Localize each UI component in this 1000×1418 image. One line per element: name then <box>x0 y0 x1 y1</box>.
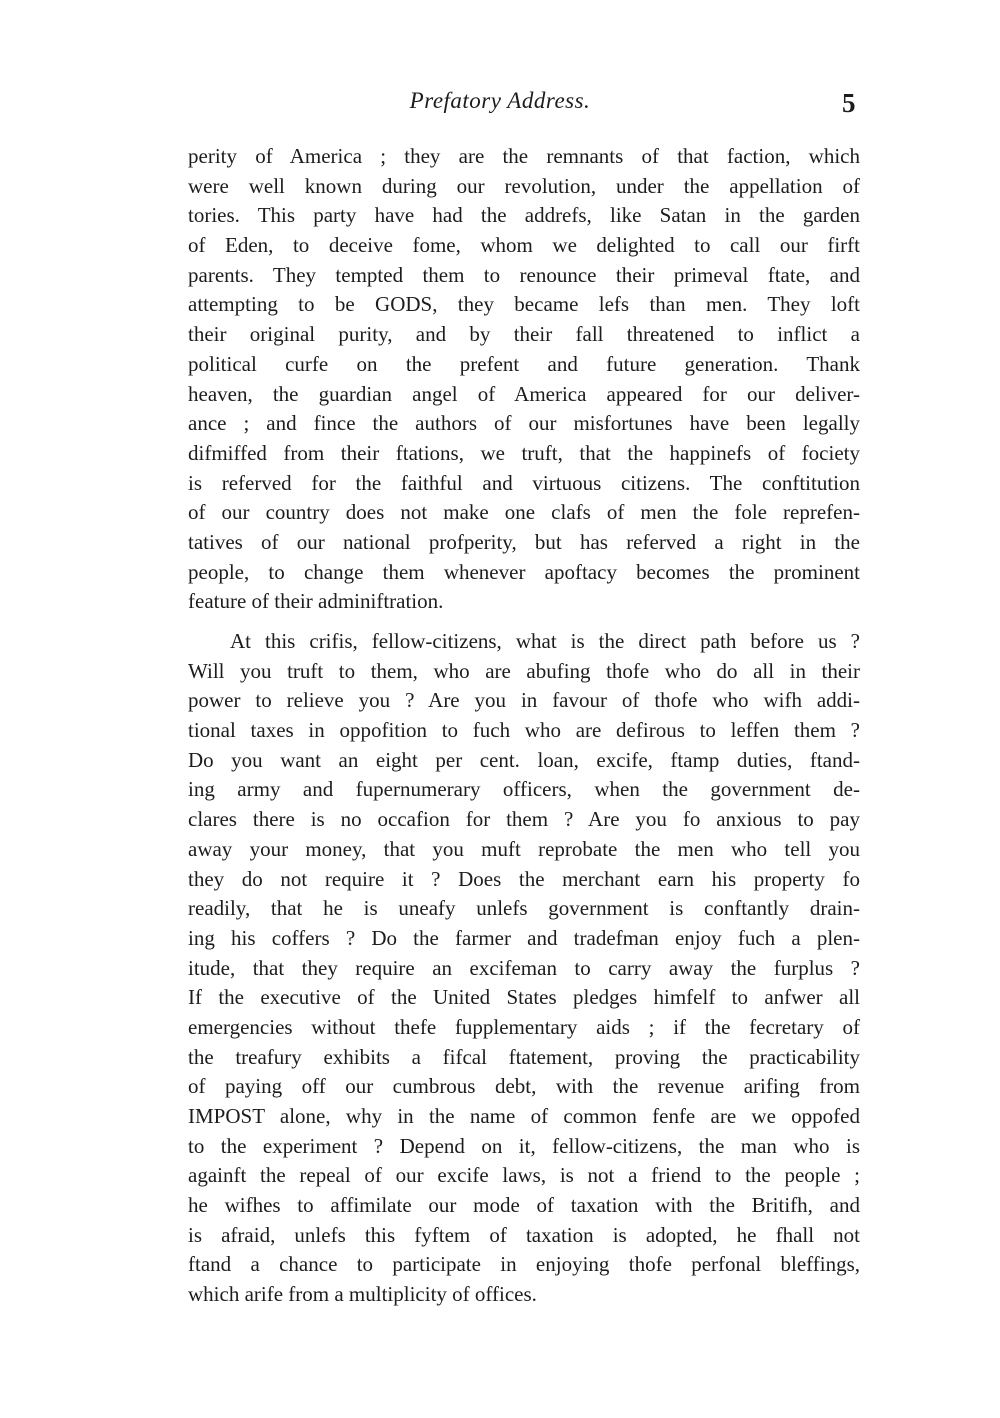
text-line: of our country does not make one clafs of men the fole reprefen- <box>188 500 860 525</box>
text-line: he wifhes to affimilate our mode of taxation with the Britifh, and <box>188 1193 860 1218</box>
running-head <box>0 86 1000 118</box>
paragraph-2 <box>188 627 860 1310</box>
text-line: attempting to be GODS, they became lefs than men. They loft <box>188 292 860 317</box>
text-line: they do not require it ? Does the merchant earn his property fo <box>188 866 860 891</box>
text-line: ftand a chance to participate in enjoying thofe perfonal bleffings, <box>188 1252 860 1277</box>
text-line: people, to change them whenever apoftacy becomes the prominent <box>188 559 860 584</box>
text-line: itude, that they require an excifeman to carry away the furplus ? <box>188 955 860 980</box>
text-line: of paying off our cumbrous debt, with the revenue arifing from <box>188 1074 860 1099</box>
text-line: which arife from a multiplicity of offices. <box>188 1282 537 1307</box>
text-line: ing his coffers ? Do the farmer and tradefman enjoy fuch a plen- <box>188 925 860 950</box>
text-line: of Eden, to deceive fome, whom we delighted to call our firft <box>188 233 860 258</box>
text-line: to the experiment ? Depend on it, fellow-citizens, the man who is <box>188 1133 860 1158</box>
text-line: Will you truft to them, who are abufing thofe who do all in their <box>188 658 860 683</box>
text-line: ance ; and fince the authors of our misfortunes have been legally <box>188 411 860 436</box>
text-line: againft the repeal of our excife laws, is not a friend to the people ; <box>188 1163 860 1188</box>
text-line: tatives of our national profperity, but has referved a right in the <box>188 529 860 554</box>
text-line: political curfe on the prefent and future generation. Thank <box>188 351 860 376</box>
text-line: feature of their adminiftration. <box>188 589 444 614</box>
text-line: clares there is no occafion for them ? Are you fo anxious to pay <box>188 807 860 832</box>
text-line: were well known during our revolution, under the appellation of <box>188 173 860 198</box>
text-line: their original purity, and by their fall threatened to inflict a <box>188 322 860 347</box>
text-line: heaven, the guardian angel of America appeared for our deliver- <box>188 381 860 406</box>
running-head-title: Prefatory Address. <box>409 88 591 113</box>
paragraph-spacer <box>188 617 860 627</box>
text-line: If the executive of the United States pledges himfelf to anfwer all <box>188 985 860 1010</box>
text-line: parents. They tempted them to renounce their primeval ftate, and <box>188 262 860 287</box>
text-line: ing army and fupernumerary officers, when the government de- <box>188 777 860 802</box>
text-line: At this crifis, fellow-citizens, what is the direct path before us ? <box>230 629 860 653</box>
text-line: is referved for the faithful and virtuous citizens. The conftitution <box>188 470 860 495</box>
page-number: 5 <box>842 88 856 118</box>
text-line: perity of America ; they are the remnants of that faction, which <box>188 144 860 168</box>
text-line: tories. This party have had the addrefs, like Satan in the garden <box>188 203 860 228</box>
text-line: emergencies without thefe fupplementary aids ; if the fecretary of <box>188 1014 860 1039</box>
text-line: the treafury exhibits a fifcal ftatement, proving the practicability <box>188 1044 860 1069</box>
text-line: readily, that he is uneafy unlefs government is conftantly drain- <box>188 896 860 921</box>
paragraph-1 <box>188 142 860 617</box>
body-text <box>188 142 860 1310</box>
text-line: tional taxes in oppofition to fuch who are defirous to leffen them ? <box>188 718 860 743</box>
text-line: difmiffed from their ftations, we truft, that the happinefs of fociety <box>188 440 860 465</box>
text-line: away your money, that you muft reprobate the men who tell you <box>188 836 860 861</box>
text-line: is afraid, unlefs this fyftem of taxation is adopted, he fhall not <box>188 1222 860 1247</box>
text-line: IMPOST alone, why in the name of common fenfe are we oppofed <box>188 1104 860 1128</box>
text-line: power to relieve you ? Are you in favour of thofe who wifh addi- <box>188 688 860 713</box>
text-line: Do you want an eight per cent. loan, excife, ftamp duties, ftand- <box>188 747 860 772</box>
